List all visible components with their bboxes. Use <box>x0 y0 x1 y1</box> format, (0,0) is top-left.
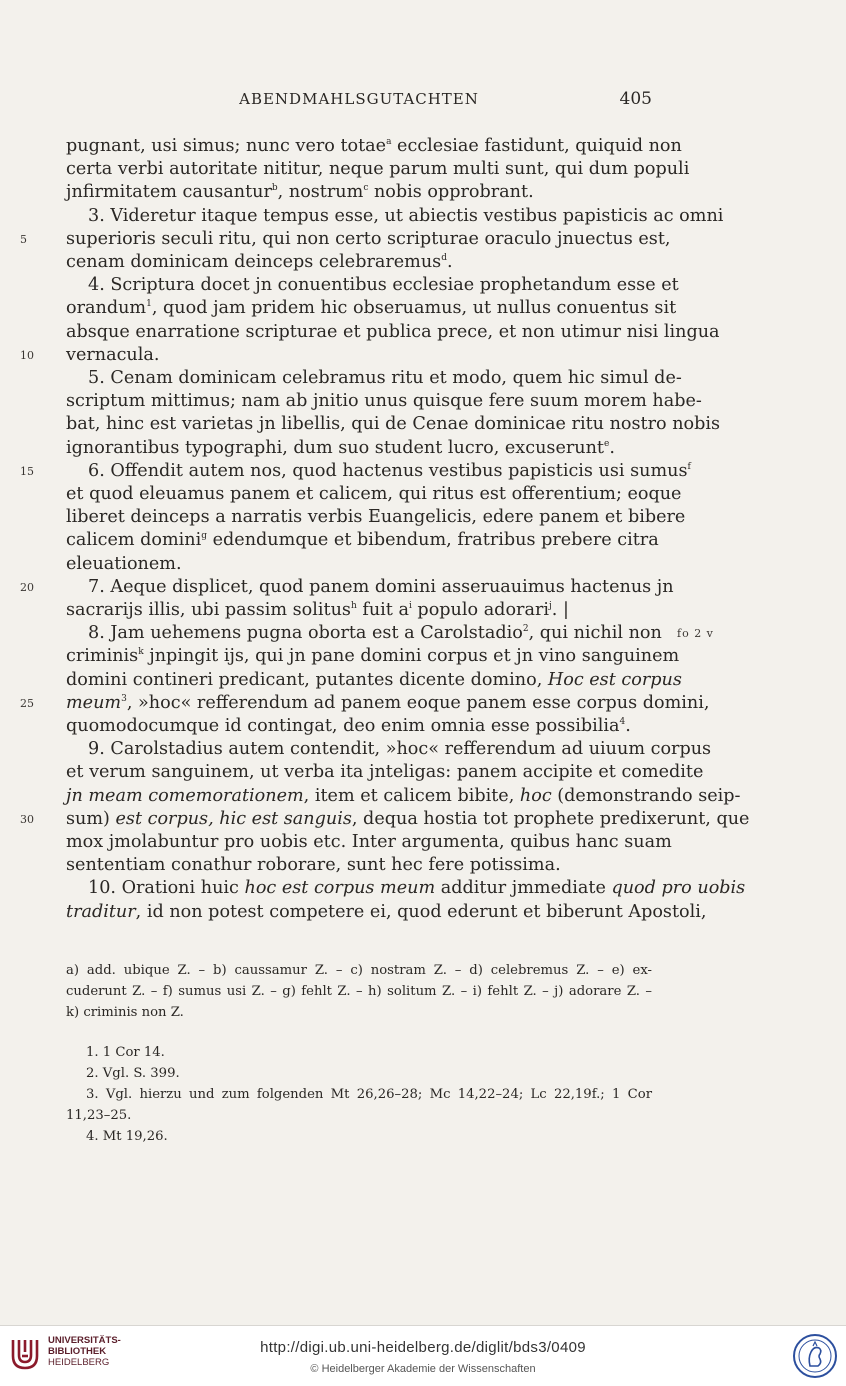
text-segment: sum) <box>66 808 116 829</box>
text-line <box>66 297 677 320</box>
text-line <box>66 808 750 831</box>
text-line <box>66 321 720 344</box>
footnote-line: 2. Vgl. S. 399. <box>86 1066 180 1081</box>
footnote-marker: c <box>363 183 369 194</box>
line-number: 20 <box>20 580 34 594</box>
text-segment: scriptum mittimus; nam ab jnitio unus quisque fere suum morem habe- <box>66 391 702 412</box>
library-name-line3: HEIDELBERG <box>48 1357 110 1368</box>
folio-marker: fo 2 v <box>677 627 714 641</box>
text-line <box>66 831 672 854</box>
running-header <box>66 90 652 114</box>
text-line <box>66 483 682 506</box>
text-line <box>66 344 652 367</box>
text-segment: cenam dominicam deinceps celebraremus <box>66 252 442 272</box>
text-line <box>66 181 652 204</box>
text-segment: quod pro uobis <box>611 878 746 899</box>
apparatus-line: k) criminis non Z. <box>66 1005 184 1020</box>
text-segment: 8. Jam uehemens pugna oborta est a Carolstadio <box>88 623 523 644</box>
text-line <box>66 251 652 274</box>
footnote-marker: g <box>201 531 208 542</box>
text-line <box>66 901 707 924</box>
text-segment: , nostrum <box>277 182 364 203</box>
footnote-marker: e <box>604 438 610 449</box>
text-segment: jnfirmitatem causantur <box>66 182 272 203</box>
footnote-marker: d <box>441 253 447 263</box>
footnote-marker: k <box>138 647 144 658</box>
text-segment: fuit a <box>356 600 409 620</box>
text-segment: bat, hinc est varietas jn libellis, qui de Cenae dominicae ritu nostro nobis <box>66 414 721 435</box>
text-segment: hoc est corpus meum <box>244 878 436 899</box>
library-footer <box>0 1325 846 1386</box>
text-line <box>66 460 691 483</box>
line-number: 10 <box>20 348 34 362</box>
text-segment: eleuationem. <box>66 553 182 574</box>
text-segment: absque enarratione scripturae et publica prece, et non utimur nisi lingua <box>66 321 720 342</box>
footnote-line: 3. Vgl. hierzu und zum folgenden Mt 26,26–28; Mc 14,22–24; Lc 22,19f.; 1 Cor <box>86 1087 652 1102</box>
text-segment: , qui nichil non <box>528 623 662 644</box>
footnote-marker: f <box>687 461 691 472</box>
text-segment: vernacula. <box>66 344 160 365</box>
text-segment: sacrarijs illis, ubi passim solitus <box>66 600 351 620</box>
text-segment: , quod jam pridem hic obseruamus, ut nullus conuentus sit <box>151 298 677 319</box>
text-line <box>66 785 741 808</box>
text-line <box>66 854 652 877</box>
text-segment: 9. Carolstadius autem contendit, »hoc« refferendum ad uiuum corpus <box>88 739 712 760</box>
text-line <box>66 413 721 436</box>
text-segment: meum <box>66 692 122 713</box>
text-segment: certa verbi autoritate nititur, neque parum multi sunt, qui dum populi <box>66 159 690 180</box>
line-number: 15 <box>20 464 34 478</box>
text-line <box>66 738 712 761</box>
text-line <box>66 274 679 297</box>
page-number: 405 <box>619 89 652 109</box>
line-number: 30 <box>20 812 34 826</box>
text-segment: edendumque et bibendum, fratribus prebere citra <box>207 530 659 551</box>
text-segment: . <box>625 716 631 736</box>
copyright-notice: © Heidelberger Akademie der Wissenschaften <box>310 1363 536 1375</box>
text-segment: , »hoc« refferendum ad panem eoque panem esse corpus domini, <box>126 692 710 713</box>
footnote-line: 11,23–25. <box>66 1108 132 1123</box>
footnote-marker: i <box>408 601 412 611</box>
line-number: 5 <box>20 232 27 246</box>
text-segment: , item et calicem bibite, <box>303 785 520 806</box>
text-segment: ignorantibus typographi, dum suo student lucro, excuserunt <box>66 437 605 458</box>
text-segment: ecclesiae fastidunt, quiquid non <box>391 136 682 156</box>
text-segment: jn meam comemorationem <box>66 785 304 806</box>
text-line <box>66 553 652 576</box>
footnote-line: 1. 1 Cor 14. <box>86 1045 165 1060</box>
text-segment: 6. Offendit autem nos, quod hactenus vestibus papisticis usi sumus <box>88 460 688 481</box>
text-segment: et quod eleuamus panem et calicem, qui ritus est offerentium; eoque <box>66 484 682 504</box>
text-line <box>66 645 680 668</box>
line-number: 25 <box>20 696 34 710</box>
text-segment: . | <box>551 600 569 620</box>
text-segment: superioris seculi ritu, qui non certo scripturae oraculo jnuectus est, <box>66 228 671 249</box>
text-segment: 4. Scriptura docet jn conuentibus ecclesiae prophetandum esse et <box>88 275 679 296</box>
text-segment: quomodocumque id contingat, deo enim omnia esse possibilia <box>66 716 620 736</box>
text-line <box>66 135 682 158</box>
text-segment: est corpus, hic est sanguis <box>115 808 352 829</box>
text-segment: domini contineri predicant, putantes dicente domino, <box>66 669 548 690</box>
text-segment: Hoc est corpus <box>547 669 682 690</box>
library-name-line2: BIBLIOTHEK <box>48 1346 107 1357</box>
text-line <box>66 437 652 460</box>
text-segment: 7. Aeque displicet, quod panem domini asseruauimus hactenus jn <box>88 576 674 597</box>
text-line <box>66 390 702 413</box>
text-line <box>66 715 652 738</box>
library-name-line1: UNIVERSITÄTS- <box>48 1335 121 1346</box>
academy-seal-icon <box>791 1332 839 1380</box>
text-segment: . <box>446 252 453 272</box>
footnote-marker: 1 <box>146 299 152 310</box>
text-segment: liberet deinceps a narratis verbis Euangelicis, edere panem et bibere <box>66 507 686 528</box>
text-segment: orandum <box>66 298 147 319</box>
text-segment: jnpingit ijs, qui jn pane domini corpus et jn vino sanguinem <box>143 646 680 667</box>
text-segment: traditur <box>66 901 136 922</box>
text-segment: pugnant, usi simus; nunc vero totae <box>66 136 387 156</box>
footnote-line: 4. Mt 19,26. <box>86 1129 168 1144</box>
text-line <box>66 761 704 784</box>
apparatus-line: cuderunt Z. – f) sumus usi Z. – g) fehlt Z. – h) solitum Z. – i) fehlt Z. – j) adorare Z. – <box>66 984 652 999</box>
text-line <box>66 158 690 181</box>
text-line <box>66 877 746 900</box>
text-line <box>66 529 659 552</box>
text-segment: 3. Videretur itaque tempus esse, ut abiectis vestibus papisticis ac omni <box>88 205 724 226</box>
footnote-marker: b <box>271 183 278 194</box>
text-line <box>66 367 682 390</box>
text-segment: criminis <box>66 646 139 667</box>
footnote-marker: j <box>548 601 552 611</box>
text-line <box>66 692 710 715</box>
text-segment: hoc <box>519 785 552 806</box>
text-segment: 10. Orationi huic <box>88 878 245 899</box>
text-line <box>66 205 724 228</box>
text-segment: 5. Cenam dominicam celebramus ritu et modo, quem hic simul de- <box>88 368 682 388</box>
text-segment: nobis opprobrant. <box>368 182 534 203</box>
footnote-marker: 3 <box>121 693 127 704</box>
text-line <box>66 669 682 692</box>
footnote-marker: h <box>350 601 357 611</box>
text-line <box>66 228 671 251</box>
text-segment: mox jmolabuntur pro uobis etc. Inter argumenta, quibus hanc suam <box>66 832 672 852</box>
text-line <box>66 506 686 529</box>
text-segment: . <box>609 437 615 458</box>
footnote-marker: 2 <box>522 624 529 635</box>
text-segment: (demonstrando seip- <box>551 785 741 806</box>
text-segment: sententiam conathur roborare, sunt hec fere potissima. <box>66 855 561 876</box>
text-segment: additur jmmediate <box>435 878 612 899</box>
permalink-url[interactable]: http://digi.ub.uni-heidelberg.de/diglit/bds3/0409 <box>260 1339 586 1356</box>
text-segment: populo adorari <box>411 600 549 620</box>
text-line <box>66 599 652 622</box>
text-segment: , dequa hostia tot prophete predixerunt, que <box>351 808 750 829</box>
apparatus-line: a) add. ubique Z. – b) caussamur Z. – c) nostram Z. – d) celebremus Z. – e) ex- <box>66 963 652 978</box>
text-segment: , id non potest competere ei, quod ederunt et biberunt Apostoli, <box>135 901 707 922</box>
running-title: ABENDMAHLSGUTACHTEN <box>239 90 479 108</box>
footnote-marker: a <box>386 137 392 147</box>
footnote-marker: 4 <box>619 717 626 727</box>
text-line <box>66 576 674 599</box>
text-segment: calicem domini <box>66 530 202 551</box>
text-segment: et verum sanguinem, ut verba ita jnteligas: panem accipite et comedite <box>66 762 704 783</box>
text-line <box>66 622 662 645</box>
